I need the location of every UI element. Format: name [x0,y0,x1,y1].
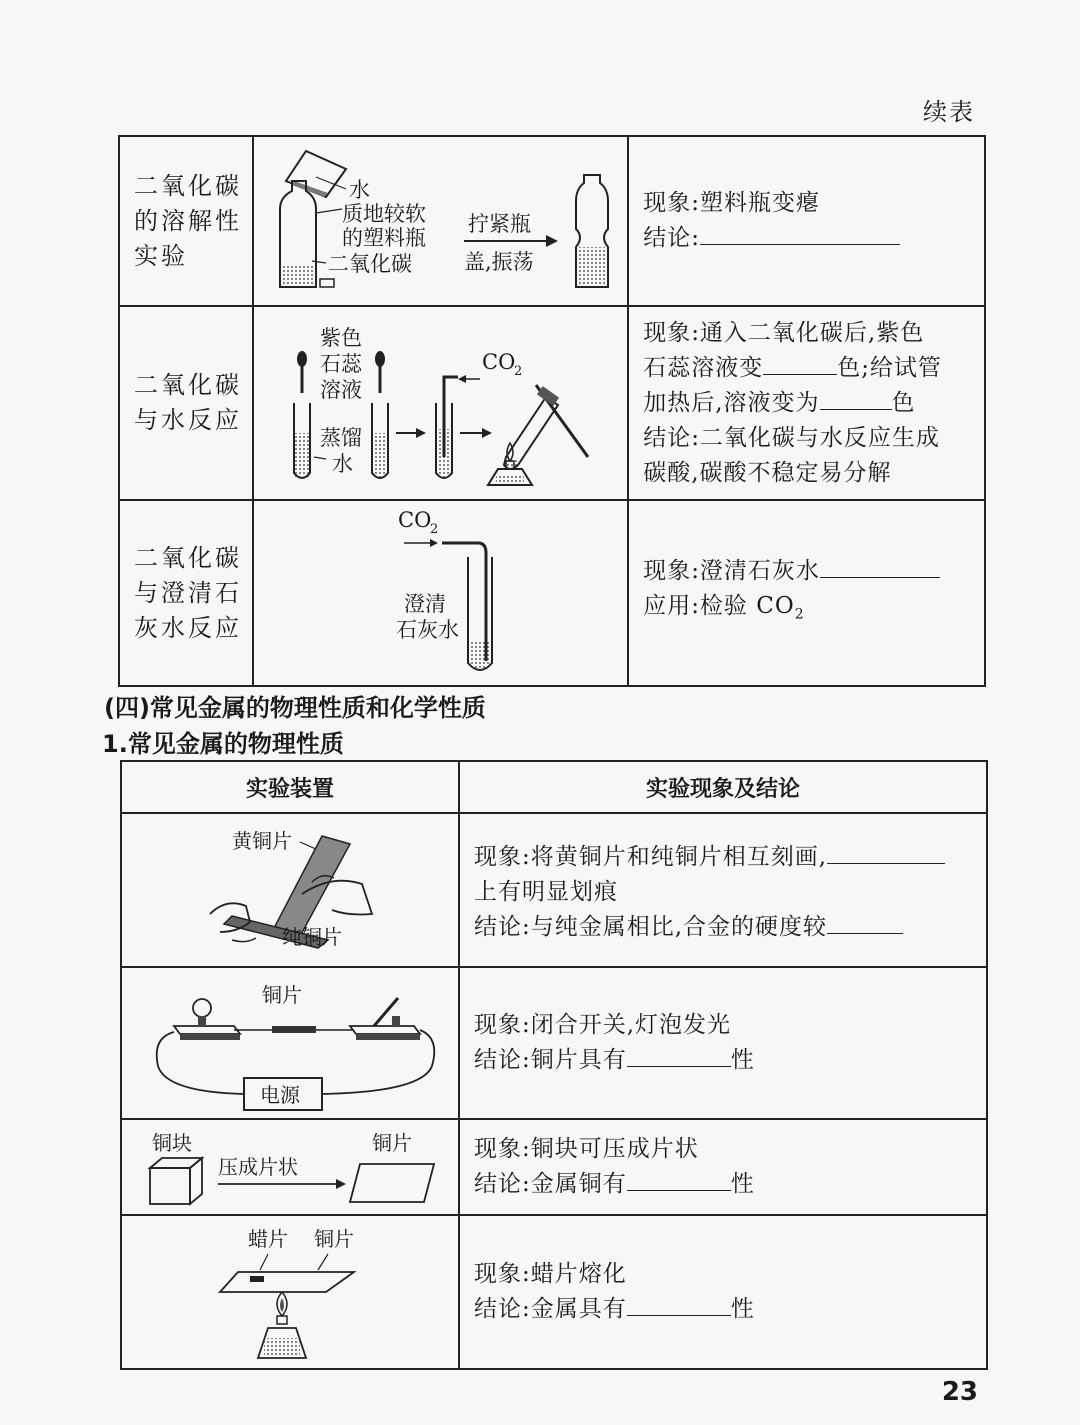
experiment-result: 现象:通入二氧化碳后,紫色 石蕊溶液变 色;给试管 加热后,溶液变为 色 结论:二氧化碳与水反应生成 碳酸,碳酸不稳定易分解 [628,306,985,500]
label-water: 水 [349,178,371,202]
label-copper-strip: 铜片 [262,983,302,1007]
column-header: 实验装置 [121,761,459,813]
table-header-row [121,761,987,813]
experiment-figure [121,1119,459,1215]
circuit-diagram [122,968,456,1114]
label-co2-sub: 2 [430,522,439,537]
column-header: 实验现象及结论 [459,761,987,813]
wax-heat-diagram [122,1216,456,1364]
bottle-solubility-diagram [254,137,626,301]
label-purple: 紫色 [320,326,363,350]
label-water: 水 [332,452,354,476]
label-gas: 二氧化碳 [328,252,413,276]
continued-label: 续表 [923,98,975,126]
experiment-result: 现象:闭合开关,灯泡发光 结论:铜片具有 性 [459,967,987,1119]
co2-experiments-table [118,135,986,687]
experiment-result: 现象:将黄铜片和纯铜片相互刻画, 上有明显划痕 结论:与纯金属相比,合金的硬度较 [459,813,987,967]
label-co2-sub: 2 [514,364,523,379]
experiment-result: 现象:澄清石灰水 应用:检验 $CO_2$ [628,500,985,686]
label-copper: 铜片 [314,1227,354,1251]
co2-water-diagram [254,307,626,495]
label-pure-copper: 纯铜片 [282,925,342,949]
label-litmus: 石蕊 [320,352,363,376]
experiment-result: 现象:塑料瓶变瘪 结论: [628,136,985,306]
press-copper-diagram [122,1120,456,1210]
section-subtitle: 1.常见金属的物理性质 [102,730,344,758]
label-clear: 澄清 [404,592,447,616]
experiment-figure [121,1215,459,1369]
label-bottle-2: 的塑料瓶 [342,226,427,250]
limewater-diagram [254,501,626,681]
label-distilled: 蒸馏 [320,426,363,450]
experiment-figure [121,813,459,967]
label-copper-sheet: 铜片 [372,1131,412,1155]
brass-scratch-diagram [122,814,456,962]
experiment-figure [121,967,459,1119]
table-row [121,967,987,1119]
experiment-name: 二氧化碳 与水反应 [119,306,253,500]
label-action-2: 盖,振荡 [464,250,534,274]
label-limewater: 石灰水 [396,618,460,642]
table-row [121,1215,987,1369]
label-solution: 溶液 [320,378,363,402]
label-co2: CO [482,350,516,374]
label-brass: 黄铜片 [232,829,292,853]
page-number: 23 [941,1377,978,1407]
experiment-result: 现象:铜块可压成片状 结论:金属铜有 性 [459,1119,987,1215]
section-title: (四)常见金属的物理性质和化学性质 [104,694,486,722]
table-row [119,136,985,306]
table-row [121,813,987,967]
label-co2: CO [398,508,432,532]
table-row [119,306,985,500]
label-bottle-1: 质地较软 [342,202,427,226]
experiment-figure [253,306,628,500]
table-row [119,500,985,686]
label-copper-block: 铜块 [152,1131,192,1155]
experiment-name: 二氧化碳 的溶解性 实验 [119,136,253,306]
label-wax: 蜡片 [248,1227,288,1251]
experiment-result: 现象:蜡片熔化 结论:金属具有 性 [459,1215,987,1369]
experiment-figure [253,136,628,306]
label-power-source: 电源 [260,1083,300,1107]
experiment-figure [253,500,628,686]
label-press-action: 压成片状 [218,1155,298,1179]
metal-properties-table [120,760,988,1370]
table-row [121,1119,987,1215]
experiment-name: 二氧化碳 与澄清石 灰水反应 [119,500,253,686]
label-action-1: 拧紧瓶 [468,212,532,236]
